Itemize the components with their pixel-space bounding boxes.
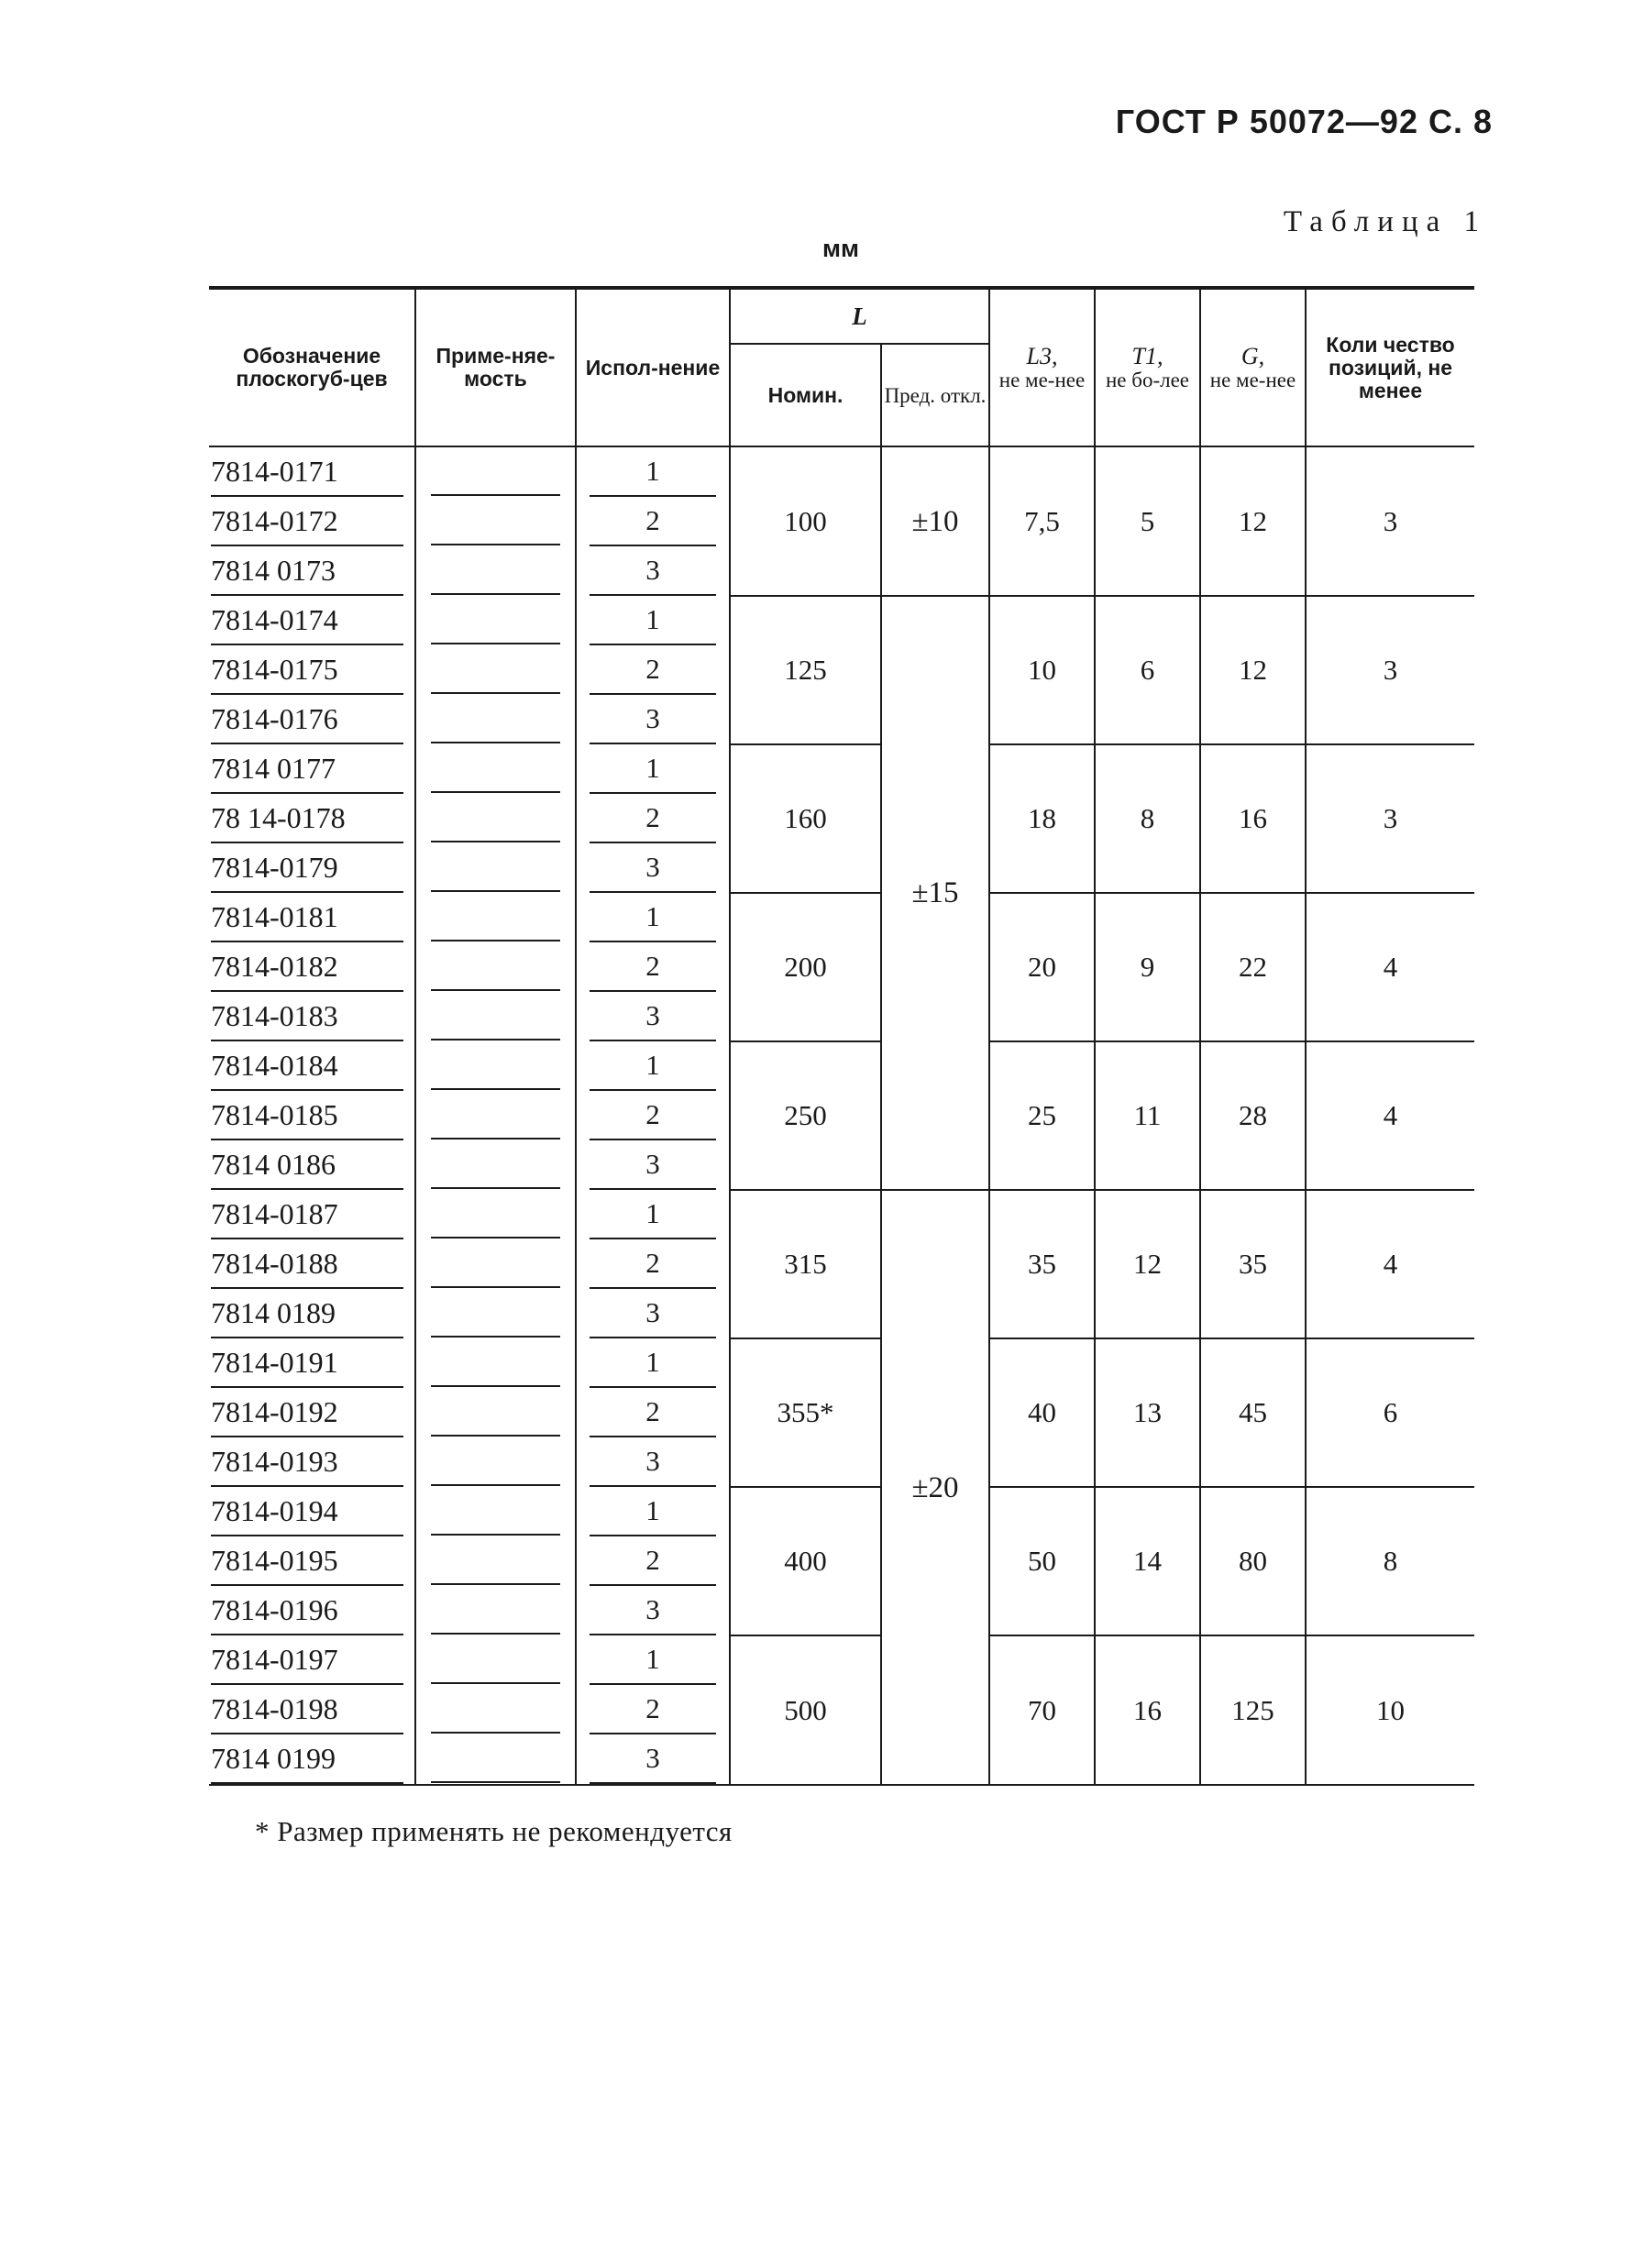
t1-cell: 12 bbox=[1095, 1190, 1200, 1338]
applicability-cell bbox=[415, 1685, 576, 1734]
applicability-cell bbox=[415, 1734, 576, 1785]
designation-code: 7814-0174 bbox=[211, 596, 403, 645]
t1-cell: 9 bbox=[1095, 893, 1200, 1041]
header-version: Испол-нение bbox=[576, 288, 730, 446]
applicability-cell bbox=[415, 843, 576, 893]
applicability-cell bbox=[415, 992, 576, 1041]
designation-cell bbox=[209, 1586, 415, 1635]
designation-code: 7814 0177 bbox=[211, 744, 403, 794]
applicability-blank-line bbox=[431, 1735, 560, 1783]
applicability-cell bbox=[415, 794, 576, 843]
applicability-blank-line bbox=[431, 894, 560, 941]
designation-cell bbox=[209, 1190, 415, 1239]
nominal-length-cell: 200 bbox=[730, 893, 881, 1041]
version-cell bbox=[576, 1388, 730, 1437]
applicability-cell bbox=[415, 1091, 576, 1140]
positions-cell: 3 bbox=[1306, 596, 1474, 744]
positions-cell: 6 bbox=[1306, 1338, 1474, 1487]
nominal-length-cell: 160 bbox=[730, 744, 881, 893]
applicability-blank-line bbox=[431, 1141, 560, 1189]
l3-cell: 35 bbox=[989, 1190, 1095, 1338]
version-cell bbox=[576, 1140, 730, 1190]
applicability-cell bbox=[415, 744, 576, 794]
version-value: 1 bbox=[590, 1487, 716, 1536]
designation-code: 7814-0181 bbox=[211, 893, 403, 942]
applicability-blank-line bbox=[431, 448, 560, 496]
applicability-blank-line bbox=[431, 1042, 560, 1090]
applicability-cell bbox=[415, 695, 576, 744]
version-cell bbox=[576, 695, 730, 744]
applicability-blank-line bbox=[431, 1537, 560, 1585]
l3-cell: 50 bbox=[989, 1487, 1095, 1635]
version-cell bbox=[576, 1734, 730, 1785]
t1-cell: 11 bbox=[1095, 1041, 1200, 1190]
version-value: 2 bbox=[590, 1536, 716, 1586]
applicability-cell bbox=[415, 1338, 576, 1388]
version-cell bbox=[576, 942, 730, 992]
version-value: 2 bbox=[590, 1091, 716, 1140]
designation-cell bbox=[209, 1536, 415, 1586]
designation-code: 7814 0186 bbox=[211, 1140, 403, 1190]
designation-code: 7814-0175 bbox=[211, 645, 403, 695]
designation-code: 7814-0172 bbox=[211, 497, 403, 546]
designation-cell bbox=[209, 1140, 415, 1190]
designation-cell bbox=[209, 695, 415, 744]
designation-cell bbox=[209, 1091, 415, 1140]
designation-code: 7814-0179 bbox=[211, 843, 403, 893]
version-value: 3 bbox=[590, 1586, 716, 1635]
version-value: 1 bbox=[590, 1635, 716, 1685]
g-cell: 80 bbox=[1200, 1487, 1306, 1635]
designation-cell bbox=[209, 1487, 415, 1536]
version-cell bbox=[576, 1635, 730, 1685]
version-cell bbox=[576, 1586, 730, 1635]
applicability-blank-line bbox=[431, 1389, 560, 1437]
designation-cell bbox=[209, 1388, 415, 1437]
designation-cell bbox=[209, 893, 415, 942]
designation-cell bbox=[209, 1289, 415, 1338]
designation-code: 7814-0198 bbox=[211, 1685, 403, 1734]
version-value: 2 bbox=[590, 645, 716, 695]
applicability-blank-line bbox=[431, 1092, 560, 1140]
designation-cell bbox=[209, 992, 415, 1041]
g-cell: 28 bbox=[1200, 1041, 1306, 1190]
version-cell bbox=[576, 1289, 730, 1338]
designation-code: 7814-0188 bbox=[211, 1239, 403, 1289]
applicability-blank-line bbox=[431, 547, 560, 595]
footnote: * Размер применять не рекомендуется bbox=[255, 1815, 733, 1847]
nominal-length-cell: 125 bbox=[730, 596, 881, 744]
positions-cell: 8 bbox=[1306, 1487, 1474, 1635]
g-cell: 12 bbox=[1200, 446, 1306, 596]
version-value: 1 bbox=[590, 744, 716, 794]
version-cell bbox=[576, 497, 730, 546]
l3-cell: 25 bbox=[989, 1041, 1095, 1190]
designation-cell bbox=[209, 1041, 415, 1091]
version-value: 2 bbox=[590, 942, 716, 992]
table-row bbox=[209, 446, 1474, 497]
applicability-blank-line bbox=[431, 844, 560, 892]
applicability-blank-line bbox=[431, 1240, 560, 1288]
designation-code: 7814-0187 bbox=[211, 1190, 403, 1239]
version-value: 2 bbox=[590, 1685, 716, 1734]
applicability-cell bbox=[415, 1190, 576, 1239]
version-value: 3 bbox=[590, 1734, 716, 1784]
version-value: 1 bbox=[590, 1338, 716, 1388]
l3-cell: 10 bbox=[989, 596, 1095, 744]
t1-cell: 6 bbox=[1095, 596, 1200, 744]
applicability-blank-line bbox=[431, 1686, 560, 1734]
version-value: 1 bbox=[590, 596, 716, 645]
designation-cell bbox=[209, 1635, 415, 1685]
positions-cell: 4 bbox=[1306, 1041, 1474, 1190]
designation-code: 7814-0183 bbox=[211, 992, 403, 1041]
table-row bbox=[209, 1190, 1474, 1239]
applicability-cell bbox=[415, 645, 576, 695]
header-applicability: Приме-няе-мость bbox=[415, 288, 576, 446]
applicability-cell bbox=[415, 1437, 576, 1487]
version-cell bbox=[576, 1190, 730, 1239]
tolerance-cell: ±20 bbox=[881, 1190, 989, 1785]
designation-code: 7814 0173 bbox=[211, 546, 403, 596]
table-row bbox=[209, 893, 1474, 942]
applicability-blank-line bbox=[431, 597, 560, 644]
version-cell bbox=[576, 893, 730, 942]
t1-cell: 16 bbox=[1095, 1635, 1200, 1785]
header-l3-symbol: L3, bbox=[1026, 342, 1058, 369]
designation-code: 7814-0176 bbox=[211, 695, 403, 744]
table-row bbox=[209, 744, 1474, 794]
header-g-symbol: G, bbox=[1241, 342, 1265, 369]
designation-code: 7814 0189 bbox=[211, 1289, 403, 1338]
version-value: 3 bbox=[590, 546, 716, 596]
l3-cell: 70 bbox=[989, 1635, 1095, 1785]
applicability-cell bbox=[415, 942, 576, 992]
nominal-length-cell: 315 bbox=[730, 1190, 881, 1338]
tolerance-cell: ±10 bbox=[881, 446, 989, 596]
g-cell: 16 bbox=[1200, 744, 1306, 893]
nominal-length-cell: 250 bbox=[730, 1041, 881, 1190]
header-t1-symbol: T1, bbox=[1131, 342, 1163, 369]
version-cell bbox=[576, 1685, 730, 1734]
designation-cell bbox=[209, 497, 415, 546]
designation-code: 7814-0171 bbox=[211, 447, 403, 497]
l3-cell: 40 bbox=[989, 1338, 1095, 1487]
designation-cell bbox=[209, 1239, 415, 1289]
spec-table bbox=[209, 286, 1474, 1786]
applicability-cell bbox=[415, 497, 576, 546]
version-cell bbox=[576, 1487, 730, 1536]
designation-code: 7814-0194 bbox=[211, 1487, 403, 1536]
positions-cell: 3 bbox=[1306, 446, 1474, 596]
applicability-cell bbox=[415, 1586, 576, 1635]
nominal-length-cell: 500 bbox=[730, 1635, 881, 1785]
applicability-blank-line bbox=[431, 993, 560, 1040]
version-cell bbox=[576, 1338, 730, 1388]
positions-cell: 4 bbox=[1306, 893, 1474, 1041]
version-cell bbox=[576, 1239, 730, 1289]
designation-code: 7814-0197 bbox=[211, 1635, 403, 1685]
header-l3-note: не ме-нее bbox=[998, 368, 1086, 391]
table-row bbox=[209, 596, 1474, 645]
applicability-blank-line bbox=[431, 745, 560, 793]
applicability-cell bbox=[415, 893, 576, 942]
applicability-blank-line bbox=[431, 1587, 560, 1635]
version-cell bbox=[576, 1091, 730, 1140]
version-cell bbox=[576, 794, 730, 843]
header-g-note: не ме-нее bbox=[1209, 368, 1296, 391]
designation-cell bbox=[209, 744, 415, 794]
positions-cell: 4 bbox=[1306, 1190, 1474, 1338]
applicability-blank-line bbox=[431, 1636, 560, 1684]
applicability-blank-line bbox=[431, 498, 560, 545]
designation-cell bbox=[209, 843, 415, 893]
version-value: 1 bbox=[590, 447, 716, 497]
designation-cell bbox=[209, 794, 415, 843]
version-cell bbox=[576, 1536, 730, 1586]
designation-code: 7814 0199 bbox=[211, 1734, 403, 1784]
t1-cell: 14 bbox=[1095, 1487, 1200, 1635]
applicability-cell bbox=[415, 446, 576, 497]
g-cell: 125 bbox=[1200, 1635, 1306, 1785]
header-positions: Коли чество позиций, не менее bbox=[1306, 288, 1474, 446]
g-cell: 35 bbox=[1200, 1190, 1306, 1338]
header-g bbox=[1200, 288, 1306, 446]
applicability-blank-line bbox=[431, 1488, 560, 1536]
version-value: 3 bbox=[590, 992, 716, 1041]
table-row bbox=[209, 1635, 1474, 1685]
nominal-length-cell: 400 bbox=[730, 1487, 881, 1635]
t1-cell: 13 bbox=[1095, 1338, 1200, 1487]
version-value: 1 bbox=[590, 1041, 716, 1091]
table-label: Таблица 1 bbox=[1283, 205, 1487, 238]
applicability-blank-line bbox=[431, 1339, 560, 1387]
g-cell: 45 bbox=[1200, 1338, 1306, 1487]
applicability-cell bbox=[415, 546, 576, 596]
designation-cell bbox=[209, 1685, 415, 1734]
designation-cell bbox=[209, 645, 415, 695]
version-cell bbox=[576, 446, 730, 497]
designation-code: 78 14-0178 bbox=[211, 794, 403, 843]
spec-table-body bbox=[209, 446, 1474, 1785]
spec-table-wrapper bbox=[209, 286, 1474, 1786]
positions-cell: 3 bbox=[1306, 744, 1474, 893]
applicability-cell bbox=[415, 1536, 576, 1586]
version-value: 2 bbox=[590, 1239, 716, 1289]
applicability-blank-line bbox=[431, 646, 560, 694]
version-cell bbox=[576, 546, 730, 596]
version-value: 3 bbox=[590, 1140, 716, 1190]
header-t1-note: не бо-лее bbox=[1105, 368, 1190, 391]
l3-cell: 18 bbox=[989, 744, 1095, 893]
version-cell bbox=[576, 992, 730, 1041]
designation-cell bbox=[209, 446, 415, 497]
designation-code: 7814-0184 bbox=[211, 1041, 403, 1091]
header-nominal: Номин. bbox=[730, 344, 881, 446]
version-cell bbox=[576, 1041, 730, 1091]
version-value: 3 bbox=[590, 843, 716, 893]
version-value: 2 bbox=[590, 1388, 716, 1437]
designation-cell bbox=[209, 596, 415, 645]
applicability-cell bbox=[415, 1140, 576, 1190]
version-value: 3 bbox=[590, 695, 716, 744]
applicability-cell bbox=[415, 596, 576, 645]
version-cell bbox=[576, 1437, 730, 1487]
applicability-blank-line bbox=[431, 795, 560, 842]
version-cell bbox=[576, 744, 730, 794]
l3-cell: 7,5 bbox=[989, 446, 1095, 596]
applicability-cell bbox=[415, 1239, 576, 1289]
version-value: 1 bbox=[590, 1190, 716, 1239]
designation-code: 7814-0182 bbox=[211, 942, 403, 992]
designation-cell bbox=[209, 942, 415, 992]
applicability-cell bbox=[415, 1041, 576, 1091]
applicability-blank-line bbox=[431, 696, 560, 743]
header-t1 bbox=[1095, 288, 1200, 446]
table-row bbox=[209, 1487, 1474, 1536]
designation-cell bbox=[209, 1734, 415, 1785]
applicability-cell bbox=[415, 1289, 576, 1338]
nominal-length-cell: 100 bbox=[730, 446, 881, 596]
positions-cell: 10 bbox=[1306, 1635, 1474, 1785]
applicability-cell bbox=[415, 1635, 576, 1685]
header-tolerance: Пред. откл. bbox=[881, 344, 989, 446]
designation-cell bbox=[209, 1338, 415, 1388]
version-cell bbox=[576, 843, 730, 893]
version-cell bbox=[576, 645, 730, 695]
applicability-cell bbox=[415, 1388, 576, 1437]
table-row bbox=[209, 1041, 1474, 1091]
designation-code: 7814-0193 bbox=[211, 1437, 403, 1487]
tolerance-cell: ±15 bbox=[881, 596, 989, 1190]
applicability-cell bbox=[415, 1487, 576, 1536]
version-value: 2 bbox=[590, 794, 716, 843]
units-label: мм bbox=[822, 235, 859, 262]
header-l3 bbox=[989, 288, 1095, 446]
designation-cell bbox=[209, 546, 415, 596]
g-cell: 22 bbox=[1200, 893, 1306, 1041]
applicability-blank-line bbox=[431, 1191, 560, 1239]
applicability-blank-line bbox=[431, 943, 560, 991]
t1-cell: 5 bbox=[1095, 446, 1200, 596]
version-value: 2 bbox=[590, 497, 716, 546]
table-row bbox=[209, 1338, 1474, 1388]
t1-cell: 8 bbox=[1095, 744, 1200, 893]
version-value: 3 bbox=[590, 1437, 716, 1487]
g-cell: 12 bbox=[1200, 596, 1306, 744]
designation-code: 7814-0195 bbox=[211, 1536, 403, 1586]
designation-code: 7814-0196 bbox=[211, 1586, 403, 1635]
applicability-blank-line bbox=[431, 1438, 560, 1486]
version-value: 1 bbox=[590, 893, 716, 942]
page-header: ГОСТ Р 50072—92 С. 8 bbox=[1115, 103, 1493, 140]
applicability-blank-line bbox=[431, 1290, 560, 1338]
designation-code: 7814-0192 bbox=[211, 1388, 403, 1437]
header-length-group: L bbox=[730, 288, 989, 344]
l3-cell: 20 bbox=[989, 893, 1095, 1041]
version-cell bbox=[576, 596, 730, 645]
designation-code: 7814-0191 bbox=[211, 1338, 403, 1388]
designation-code: 7814-0185 bbox=[211, 1091, 403, 1140]
designation-cell bbox=[209, 1437, 415, 1487]
header-designation: Обозначение плоскогуб-цев bbox=[209, 288, 415, 446]
nominal-length-cell: 355* bbox=[730, 1338, 881, 1487]
version-value: 3 bbox=[590, 1289, 716, 1338]
